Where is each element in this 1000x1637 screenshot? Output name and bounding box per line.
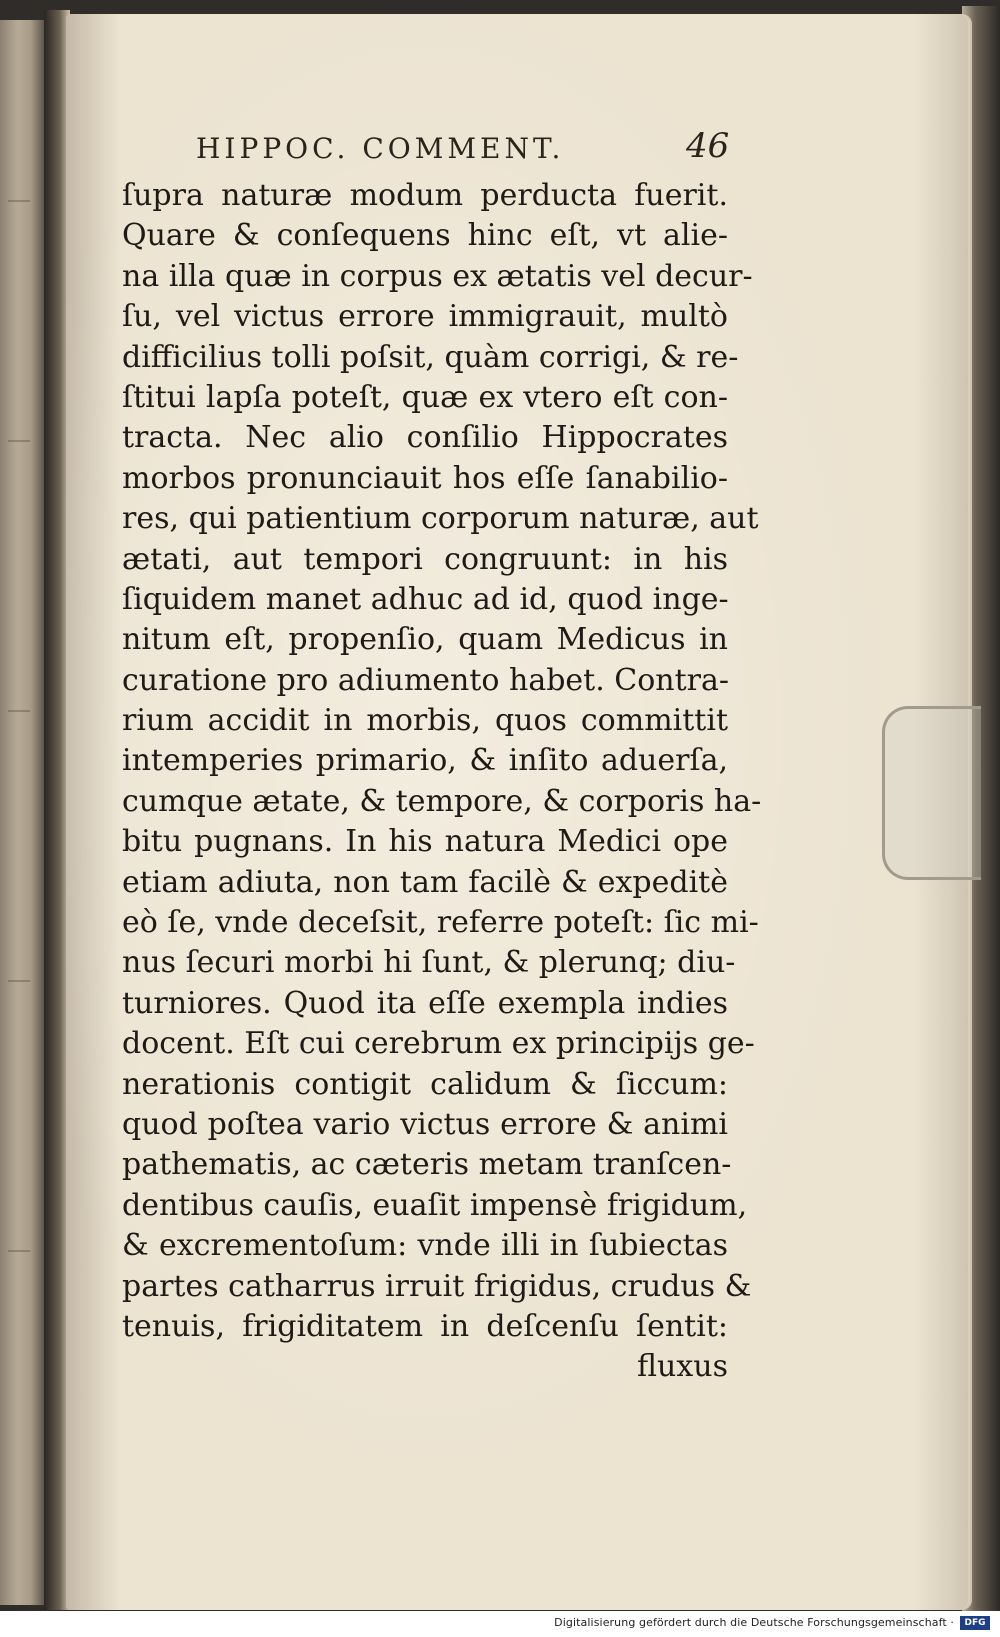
text-line: cumque ætate, & tempore, & corporis ha- bbox=[122, 783, 762, 819]
text-line: morbos pronunciauit hos eſſe ſanabilio- bbox=[122, 460, 728, 496]
text-line: na illa quæ in corpus ex ætatis vel decur- bbox=[122, 258, 753, 294]
adjacent-page-edge bbox=[0, 20, 44, 1605]
text-line: nitum eſt, propenſio, quam Medicus in bbox=[122, 622, 728, 658]
bleed-through-mark bbox=[8, 440, 30, 442]
paper-clip-tab bbox=[882, 706, 981, 880]
text-line: eò ſe, vnde deceſsit, referre poteſt: ſic mi- bbox=[122, 905, 759, 941]
text-line: ſtitui lapſa poteſt, quæ ex vtero eſt con- bbox=[122, 379, 728, 415]
body-text bbox=[122, 176, 762, 1388]
text-line: res, qui patientium corporum naturæ, aut bbox=[122, 501, 759, 537]
text-line: Quare & conſequens hinc eſt, vt alie- bbox=[122, 218, 728, 254]
text-line: ſiquidem manet adhuc ad id, quod inge- bbox=[122, 581, 729, 617]
text-line: tenuis, frigiditatem in deſcenſu ſentit: bbox=[122, 1308, 728, 1344]
text-line: dentibus cauſis, euaſit impensè frigidum, bbox=[122, 1187, 748, 1223]
text-line: docent. Eſt cui cerebrum ex principijs ge- bbox=[122, 1026, 755, 1062]
text-line: pathematis, ac cæteris metam tranſcen- bbox=[122, 1147, 732, 1183]
bleed-through-mark bbox=[8, 980, 30, 982]
bleed-through-mark bbox=[8, 710, 30, 712]
page-sheet bbox=[66, 14, 968, 1610]
text-line: nus ſecuri morbi hi ſunt, & plerunq; diu- bbox=[122, 945, 736, 981]
text-line: quod poſtea vario victus errore & animi bbox=[122, 1106, 728, 1142]
digitization-credit: Digitalisierung gefördert durch die Deutsche Forschungsgemeinschaft · bbox=[554, 1616, 954, 1629]
text-line: curatione pro adiumento habet. Contra- bbox=[122, 662, 730, 698]
text-line: ætati, aut tempori congruunt: in his bbox=[122, 541, 728, 577]
text-line: fluxus bbox=[637, 1349, 728, 1385]
footer-bar bbox=[0, 1611, 1000, 1637]
text-line: tracta. Nec alio conſilio Hippocrates bbox=[122, 420, 728, 456]
text-line: intemperies primario, & inſito aduerſa, bbox=[122, 743, 728, 779]
text-line: turniores. Quod ita eſſe exempla indies bbox=[122, 985, 728, 1021]
text-line: nerationis contigit calidum & ſiccum: bbox=[122, 1066, 728, 1102]
text-line: rium accidit in morbis, quos committit bbox=[122, 703, 728, 739]
text-line: difficilius tolli poſsit, quàm corrigi, & re- bbox=[122, 339, 739, 375]
text-line: ſu, vel victus errore immigrauit, multò bbox=[122, 299, 728, 335]
page-number: 46 bbox=[686, 126, 730, 166]
text-line: partes catharrus irruit frigidus, crudus & bbox=[122, 1268, 752, 1304]
text-line: & excrementoſum: vnde illi in ſubiectas bbox=[122, 1228, 728, 1264]
running-title: HIPPOC. COMMENT. bbox=[196, 132, 565, 165]
text-line: bitu pugnans. In his natura Medici ope bbox=[122, 824, 728, 860]
text-line: ſupra naturæ modum perducta fuerit. bbox=[122, 178, 728, 213]
bleed-through-mark bbox=[8, 200, 30, 202]
text-line: etiam adiuta, non tam facilè & expeditè bbox=[122, 864, 728, 900]
bleed-through-mark bbox=[8, 1250, 30, 1252]
dfg-logo: DFG bbox=[960, 1616, 990, 1630]
